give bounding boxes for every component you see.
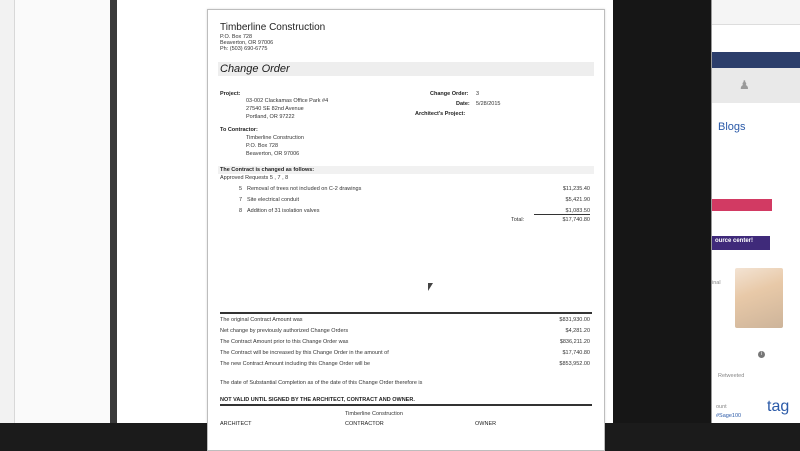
line-item-number: 8	[239, 208, 243, 214]
company-phone: Ph: (503) 690-6775	[220, 46, 268, 52]
summary-value: $853,952.00	[559, 361, 590, 367]
document-title-bar	[218, 62, 594, 76]
resource-center-text: ource center!	[715, 238, 754, 244]
contractor-line-2: P.O. Box 728	[246, 143, 279, 149]
signature-label-architect: ARCHITECT	[220, 421, 252, 427]
signature-label-owner: OWNER	[475, 421, 497, 427]
date-label: Date:	[456, 101, 470, 107]
pink-banner[interactable]	[712, 199, 772, 211]
promo-photo[interactable]	[735, 268, 783, 328]
line-item-amount: $1,083.50	[565, 208, 590, 214]
date-value: 5/28/2015	[476, 101, 501, 107]
signature-company: Timberline Construction	[345, 411, 403, 417]
project-line-2: 27540 SE 82nd Avenue	[246, 106, 304, 112]
right-background-browser	[711, 0, 800, 423]
summary-label: Net change by previously authorized Change Orders	[220, 328, 349, 334]
resource-center-banner[interactable]	[712, 236, 770, 250]
architects-project-label: Architect's Project:	[415, 111, 466, 117]
company-address1: P.O. Box 728	[220, 34, 253, 40]
summary-value: $831,930.00	[559, 317, 590, 323]
user-icon[interactable]: ♟	[739, 78, 750, 92]
browser-top-bar	[712, 0, 800, 25]
line-item-number: 7	[239, 197, 243, 203]
info-icon[interactable]: i	[758, 351, 765, 358]
change-order-value: 3	[476, 91, 480, 97]
line-item-amount: $11,235.40	[562, 186, 590, 192]
retweeted-text: Retweeted	[718, 373, 745, 379]
summary-label: The Contract will be increased by this Change Order in the amount of	[220, 350, 389, 356]
profile-area	[712, 68, 800, 103]
not-valid-notice: NOT VALID UNTIL SIGNED BY THE ARCHITECT, CONTRACT AND OWNER.	[220, 397, 415, 403]
contractor-line-1: Timberline Construction	[246, 135, 304, 141]
subtotal-rule	[534, 214, 590, 215]
project-line-3: Portland, OR 97222	[246, 114, 295, 120]
company-address2: Beaverton, OR 97006	[220, 40, 274, 46]
project-label: Project:	[220, 91, 241, 97]
left-window-panel	[14, 0, 111, 423]
change-order-page	[207, 9, 605, 451]
summary-value: $17,740.80	[562, 350, 590, 356]
hashtag-link[interactable]: #Sage100	[716, 413, 742, 419]
summary-top-rule	[220, 312, 592, 314]
document-title: Change Order	[220, 63, 290, 75]
line-item-amount: $5,421.90	[565, 197, 590, 203]
desktop-gap	[613, 0, 711, 423]
company-name: Timberline Construction	[220, 22, 326, 33]
completion-text: The date of Substantial Completion as of the date of this Change Order therefore is	[220, 380, 423, 386]
blogs-link[interactable]: Blogs	[718, 121, 746, 133]
to-contractor-label: To Contractor:	[220, 127, 258, 133]
total-label: Total:	[511, 217, 525, 223]
contractor-line-3: Beaverton, OR 97006	[246, 151, 300, 157]
site-nav-bar	[712, 52, 800, 68]
count-text: ount	[716, 404, 727, 410]
signature-top-rule	[220, 404, 592, 406]
line-item-number: 5	[239, 186, 243, 192]
total-value: $17,740.80	[562, 217, 590, 223]
brand-logo: tag	[767, 398, 790, 415]
changes-heading: The Contract is changed as follows:	[220, 167, 315, 173]
summary-value: $4,281.20	[565, 328, 590, 334]
summary-label: The new Contract Amount including this Change Order will be	[220, 361, 371, 367]
snippet-text: inal	[712, 280, 721, 286]
line-item-description: Removal of trees not included on C-2 drawings	[247, 186, 362, 192]
project-line-1: 03-002 Clackamas Office Park #4	[246, 98, 329, 104]
line-item-description: Addition of 31 isolation valves	[247, 208, 320, 214]
summary-label: The original Contract Amount was	[220, 317, 303, 323]
summary-label: The Contract Amount prior to this Change Order was	[220, 339, 349, 345]
line-item-description: Site electrical conduit	[247, 197, 299, 203]
signature-label-contractor: CONTRACTOR	[345, 421, 384, 427]
left-background-window	[0, 0, 111, 423]
approved-requests: Approved Requests 5 , 7 , 8	[220, 175, 289, 181]
summary-value: $836,211.20	[559, 339, 590, 345]
mouse-pointer-icon	[428, 283, 433, 291]
change-order-label: Change Order:	[430, 91, 469, 97]
